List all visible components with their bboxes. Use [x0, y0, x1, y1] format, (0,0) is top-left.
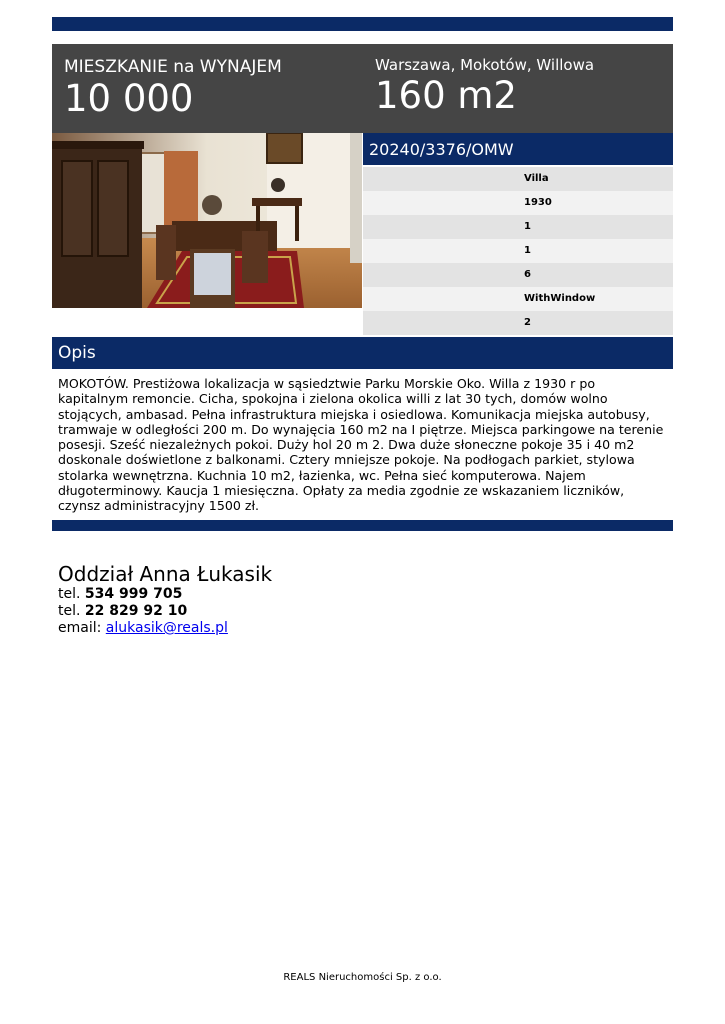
phone-line-1: [58, 586, 272, 603]
param-row: [363, 167, 673, 191]
footer-company: REALS Nieruchomości Sp. z o.o.: [283, 972, 442, 983]
param-value: WithWindow: [524, 293, 596, 304]
param-value: 6: [524, 269, 531, 280]
tel-label: tel.: [58, 586, 81, 602]
param-row: [363, 191, 673, 215]
param-row: [363, 263, 673, 287]
offer-type: MIESZKANIE na WYNAJEM: [64, 57, 282, 77]
location: Warszawa, Mokotów, Willowa: [375, 56, 595, 74]
param-row: [363, 311, 673, 335]
reference-number: 20240/3376/OMW: [369, 140, 514, 159]
price: 10 000: [64, 77, 194, 120]
contact-block: [58, 562, 272, 637]
bottom-accent-bar: [52, 520, 673, 531]
email-link[interactable]: alukasik@reals.pl: [105, 620, 228, 636]
param-row: [363, 215, 673, 239]
param-value: 1: [524, 245, 531, 256]
email-label: email:: [58, 620, 102, 636]
email-line: [58, 620, 272, 637]
property-photo: [52, 133, 362, 308]
param-value: 2: [524, 317, 531, 328]
branch-name: Oddział Anna Łukasik: [58, 562, 273, 586]
area: 160 m2: [375, 74, 517, 117]
phone-number-1[interactable]: 534 999 705: [84, 586, 183, 602]
tel-label: tel.: [58, 603, 81, 619]
param-row: [363, 239, 673, 263]
param-value: 1930: [524, 197, 552, 208]
listing-header: [52, 44, 673, 133]
param-value: 1: [524, 221, 531, 232]
param-value: Villa: [524, 173, 549, 184]
description-header: [52, 337, 673, 369]
param-row: [363, 287, 673, 311]
top-accent-bar: [52, 17, 673, 31]
description-title: Opis: [58, 343, 96, 363]
phone-number-2[interactable]: 22 829 92 10: [84, 603, 188, 619]
phone-line-2: [58, 603, 272, 620]
reference-bar: [363, 133, 673, 165]
description-text: MOKOTÓW. Prestiżowa lokalizacja w sąsiedztwie Parku Morskie Oko. Willa z 1930 r po kapitalnym remoncie. Cicha, spokojna i zielona okolica willi z lat 30 tych, domów wolno stojących, ambasad. Pełna infrastruktura miejska i osiedlowa. Komunikacja miejska autobusy, tramwaje w odległości 200 m. Do wynajęcia 160 m2 na I piętrze. Miejsca parkingowe na terenie posesji. Sześć niezależnych pokoi. Duży hol 20 m 2. Dwa duże słoneczne pokoje 35 i 40 m2 doskonale doświetlone z balkonami. Cztery mniejsze pokoje. Na podłogach parkiet, stylowa stolarka wewnętrzna. Kuchnia 10 m2, łazienka, wc. Pełna sieć komputerowa. Najem długoterminowy. Kaucja 1 miesięczna. Opłaty za media zgodnie ze wskazaniem liczników, czynsz administracyjny 1500 zł.: [58, 376, 664, 514]
parameters-table: [363, 167, 673, 335]
